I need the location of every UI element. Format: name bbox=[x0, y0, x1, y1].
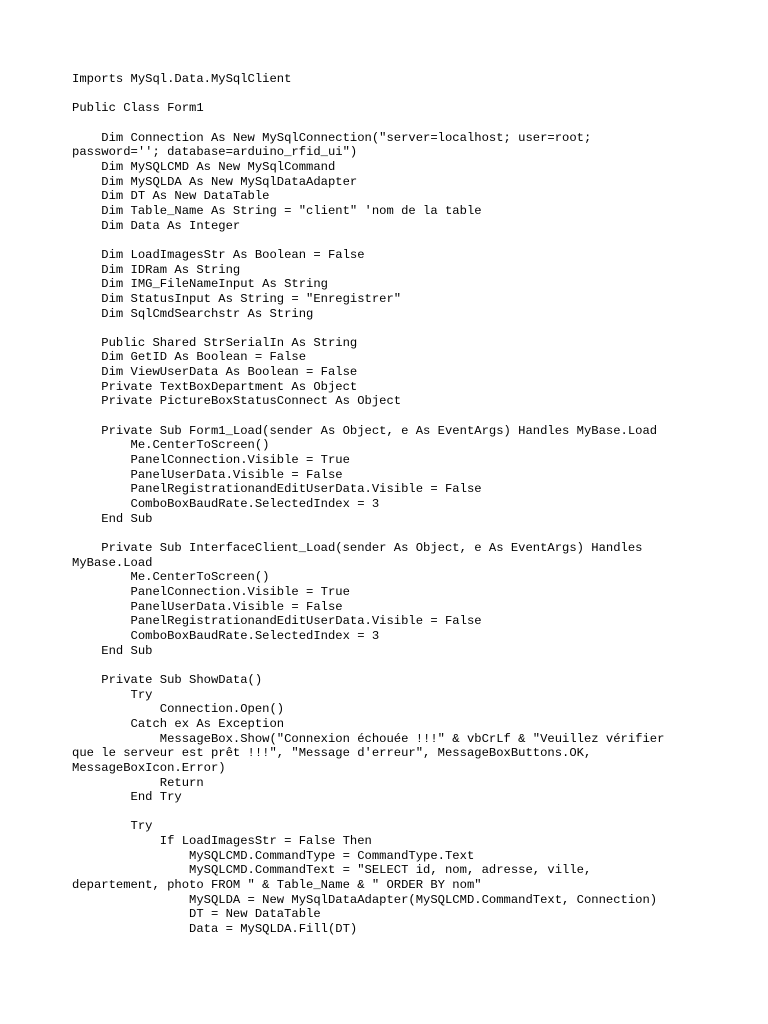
code-line: Imports MySql.Data.MySqlClient bbox=[72, 72, 292, 86]
code-line: Catch ex As Exception bbox=[72, 716, 285, 731]
code-line bbox=[72, 233, 752, 248]
code-line: MySQLCMD.CommandType = CommandType.Text bbox=[72, 848, 475, 863]
code-line: If LoadImagesStr = False Then bbox=[72, 834, 372, 849]
code-line: Dim MySQLCMD As New MySqlCommand bbox=[72, 159, 336, 174]
code-line bbox=[72, 805, 752, 820]
code-line: password=''; database=arduino_rfid_ui") bbox=[72, 145, 358, 160]
code-line: Dim GetID As Boolean = False bbox=[72, 350, 307, 365]
code-line: Dim ViewUserData As Boolean = False bbox=[72, 365, 358, 380]
code-line: Dim Data As Integer bbox=[72, 218, 241, 233]
code-line: MySQLDA = New MySqlDataAdapter(MySQLCMD.CommandText, Connection) bbox=[72, 892, 658, 907]
code-line: Dim LoadImagesStr As Boolean = False bbox=[72, 247, 365, 262]
code-line: MessageBoxIcon.Error) bbox=[72, 760, 226, 775]
code-line: Dim Table_Name As String = "client" 'nom de la table bbox=[72, 203, 482, 218]
code-line: Dim StatusInput As String = "Enregistrer" bbox=[72, 291, 402, 306]
code-line: MyBase.Load bbox=[72, 555, 153, 570]
code-line: MessageBox.Show("Connexion échouée !!!" & vbCrLf & "Veuillez vérifier bbox=[72, 731, 665, 746]
code-line: MySQLCMD.CommandText = "SELECT id, nom, adresse, ville, bbox=[72, 863, 592, 878]
code-line: PanelUserData.Visible = False bbox=[72, 599, 343, 614]
code-line: PanelUserData.Visible = False bbox=[72, 467, 343, 482]
code-line bbox=[72, 526, 752, 541]
code-line: End Sub bbox=[72, 643, 153, 658]
code-line: PanelRegistrationandEditUserData.Visible = False bbox=[72, 614, 482, 629]
code-line: Data = MySQLDA.Fill(DT) bbox=[72, 922, 358, 937]
code-line bbox=[72, 116, 752, 131]
code-line bbox=[72, 321, 752, 336]
code-line: Public Class Form1 bbox=[72, 101, 204, 116]
code-line: que le serveur est prêt !!!", "Message d'erreur", MessageBoxButtons.OK, bbox=[72, 746, 592, 761]
code-line: Private Sub InterfaceClient_Load(sender As Object, e As EventArgs) Handles bbox=[72, 541, 643, 555]
code-line: departement, photo FROM " & Table_Name & " ORDER BY nom" bbox=[72, 878, 482, 893]
code-line: Dim MySQLDA As New MySqlDataAdapter bbox=[72, 174, 358, 189]
code-line: DT = New DataTable bbox=[72, 907, 321, 922]
code-line: Private Sub Form1_Load(sender As Object, e As EventArgs) Handles MyBase.Load bbox=[72, 423, 658, 438]
code-line: Connection.Open() bbox=[72, 702, 285, 717]
code-line bbox=[72, 87, 752, 102]
code-line: PanelRegistrationandEditUserData.Visible = False bbox=[72, 482, 482, 497]
code-line: Me.CenterToScreen() bbox=[72, 570, 270, 585]
code-line: ComboBoxBaudRate.SelectedIndex = 3 bbox=[72, 497, 380, 512]
code-line: End Sub bbox=[72, 511, 153, 526]
code-line: PanelConnection.Visible = True bbox=[72, 584, 350, 599]
code-line: End Try bbox=[72, 790, 182, 805]
code-line: Private PictureBoxStatusConnect As Object bbox=[72, 394, 402, 409]
code-line: Dim SqlCmdSearchstr As String bbox=[72, 306, 314, 321]
code-line: Try bbox=[72, 819, 153, 834]
code-line: Try bbox=[72, 687, 153, 702]
code-line: Public Shared StrSerialIn As String bbox=[72, 335, 358, 350]
code-line: Dim DT As New DataTable bbox=[72, 189, 270, 204]
code-line: Dim Connection As New MySqlConnection("server=localhost; user=root; bbox=[72, 130, 592, 145]
code-line: PanelConnection.Visible = True bbox=[72, 453, 350, 468]
code-line: Private Sub ShowData() bbox=[72, 672, 263, 687]
code-line: Return bbox=[72, 775, 204, 790]
code-line: Dim IMG_FileNameInput As String bbox=[72, 277, 328, 292]
code-line: Dim IDRam As String bbox=[72, 262, 241, 277]
code-line: Private TextBoxDepartment As Object bbox=[72, 379, 358, 394]
code-line bbox=[72, 409, 752, 424]
code-line: ComboBoxBaudRate.SelectedIndex = 3 bbox=[72, 628, 380, 643]
code-listing bbox=[72, 72, 752, 937]
code-line: Me.CenterToScreen() bbox=[72, 438, 270, 453]
code-line bbox=[72, 658, 752, 673]
